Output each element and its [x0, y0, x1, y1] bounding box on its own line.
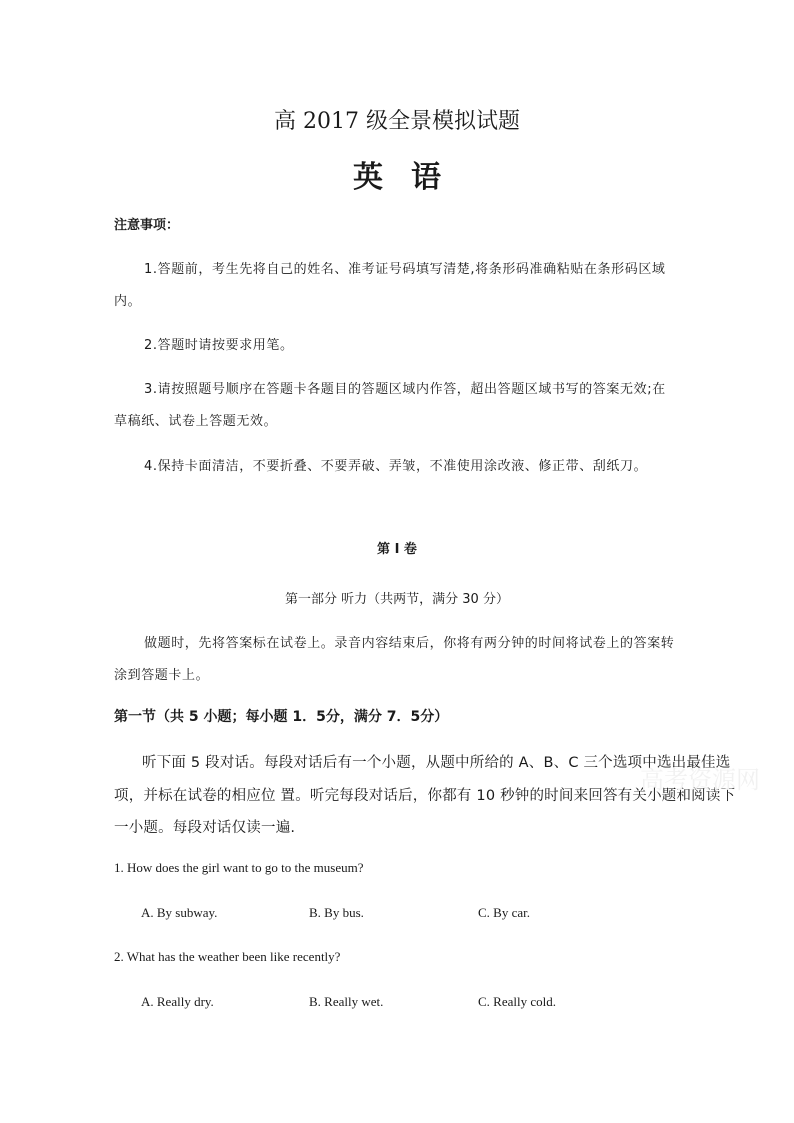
notice-item-3-line-2: 草稿纸、试卷上答题无效。	[114, 414, 278, 429]
part-instruction-line-2: 涂到答题卡上。	[114, 668, 210, 683]
section-heading: 第一节（共 5 小题；每小题 1．5分，满分 7．5分）	[114, 709, 449, 725]
question-1-option-b: B. By bus.	[309, 905, 364, 920]
exam-title: 高 2017 级全景模拟试题	[274, 109, 520, 134]
watermark: 高考资源网	[640, 766, 760, 794]
part-instruction-line-1: 做题时，先将答案标在试卷上。录音内容结束后，你将有两分钟的时间将试卷上的答案转	[144, 636, 675, 651]
section-instruction-line-3: 一小题。每段对话仅读一遍.	[114, 820, 296, 836]
question-1-option-a: A. By subway.	[141, 905, 218, 920]
notice-item-3-line-1: 3.请按照题号顺序在答题卡各题目的答题区域内作答，超出答题区域书写的答案无效;在	[144, 382, 666, 397]
notice-item-1-line-1: 1.答题前，考生先将自己的姓名、准考证号码填写清楚,将条形码准确粘贴在条形码区域	[144, 262, 666, 277]
question-1: 1. How does the girl want to go to the museum?	[114, 860, 364, 875]
question-1-option-c: C. By car.	[478, 905, 530, 920]
notice-heading: 注意事项：	[114, 218, 180, 233]
section-instruction-line-1: 听下面 5 段对话。每段对话后有一个小题，从题中所给的 A、B、C 三个选项中选出最佳选	[142, 755, 731, 771]
part-title: 第一部分 听力（共两节，满分 30 分）	[285, 592, 509, 607]
subject-title: 英语	[353, 160, 469, 195]
question-2-option-c: C. Really cold.	[478, 994, 556, 1009]
notice-item-1-line-2: 内。	[114, 294, 142, 309]
section-instruction-line-2: 项，并标在试卷的相应位 置。听完每段对话后，你都有 10 秒钟的时间来回答有关小题和阅读下	[114, 788, 736, 804]
question-2-option-a: A. Really dry.	[141, 994, 214, 1009]
question-2-option-b: B. Really wet.	[309, 994, 384, 1009]
volume-label: 第 I 卷	[377, 542, 417, 557]
notice-item-2: 2.答题时请按要求用笔。	[144, 338, 294, 353]
notice-item-4: 4.保持卡面清洁，不要折叠、不要弄破、弄皱，不准使用涂改液、修正带、刮纸刀。	[144, 459, 648, 474]
question-2: 2. What has the weather been like recently?	[114, 949, 341, 964]
